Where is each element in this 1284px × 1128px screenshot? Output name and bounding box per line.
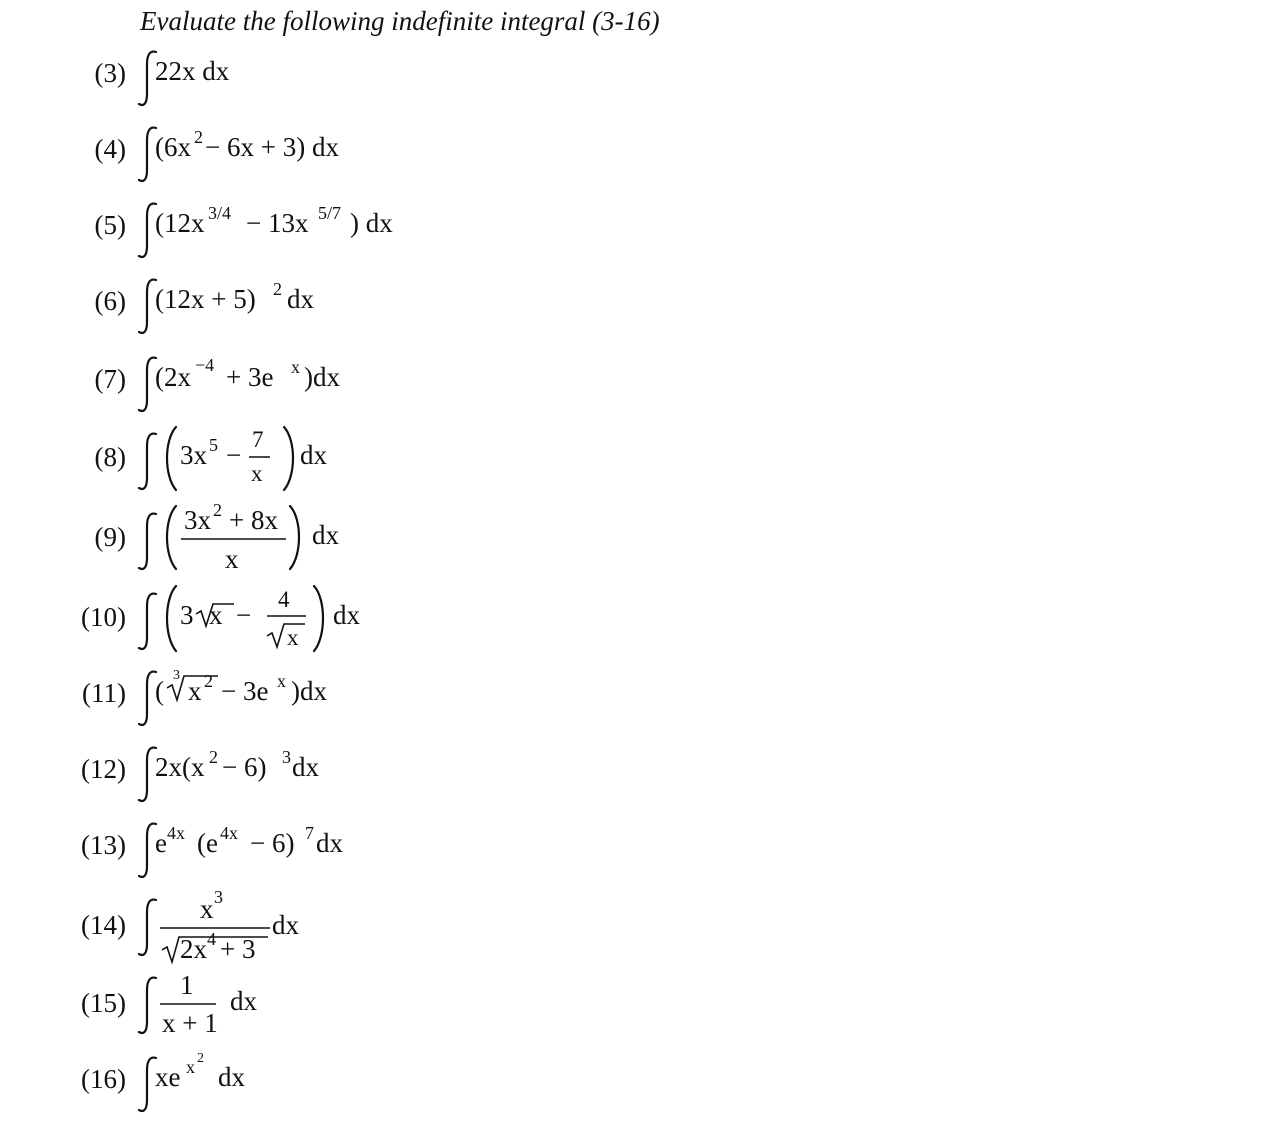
math-text: dx [333, 600, 360, 630]
denominator: 2x [180, 934, 207, 964]
denominator: x + 1 [162, 1008, 218, 1038]
problem-number: (11) [82, 678, 126, 708]
integral-sign [139, 672, 156, 725]
left-paren [167, 506, 176, 569]
math-text: e [155, 828, 167, 858]
math-text: (6x [155, 132, 191, 162]
exponent: 4x [220, 823, 238, 843]
exponent: 3/4 [208, 203, 232, 223]
math-text: − [226, 440, 242, 470]
root-index: 3 [173, 668, 180, 683]
math-text: − 6) [222, 752, 267, 782]
math-text: dx [316, 828, 343, 858]
problem-number: (5) [94, 210, 126, 240]
math-text: (e [197, 828, 218, 858]
problem-number: (13) [81, 830, 126, 860]
integral-sign [139, 280, 156, 333]
page-title: Evaluate the following indefinite integral (3-16) [140, 6, 660, 36]
numerator: 7 [252, 427, 264, 452]
math-text: dx [300, 440, 327, 470]
denominator: x [287, 625, 299, 650]
integral-sign [139, 514, 156, 569]
math-text: dx [230, 986, 257, 1016]
integral-sign [139, 204, 156, 257]
left-paren [167, 427, 176, 490]
math-text: (12x [155, 208, 205, 238]
exponent: 5/7 [318, 203, 342, 223]
exponent: 4 [207, 929, 216, 949]
problem-number: (15) [81, 988, 126, 1018]
math-text: (12x + 5) [155, 284, 256, 314]
numerator: 4 [278, 587, 290, 612]
integral-sign [139, 594, 156, 649]
exponent: 2 [209, 747, 218, 767]
exponent: 4x [167, 823, 185, 843]
integral-sign [139, 900, 156, 955]
exponent: 2 [213, 500, 222, 520]
math-text: )dx [304, 362, 340, 392]
denominator: x [251, 461, 263, 486]
math-text: dx [292, 752, 319, 782]
integral-sign [139, 978, 156, 1033]
radicand: x [188, 676, 202, 706]
exponent: x [277, 671, 286, 691]
numerator: + 8x [229, 505, 278, 535]
numerator: 1 [180, 970, 194, 1000]
problem-number: (12) [81, 754, 126, 784]
math-text: dx [287, 284, 314, 314]
exponent: x [186, 1057, 195, 1077]
math-text: )dx [291, 676, 327, 706]
exponent: 3 [282, 747, 291, 767]
denominator: x [225, 544, 239, 574]
integrand: 22x dx [155, 56, 230, 86]
radicand: x [209, 600, 223, 630]
integral-sign [139, 52, 156, 105]
math-text: − 6) [250, 828, 295, 858]
math-text: 3x [180, 440, 207, 470]
problem-number: (6) [94, 286, 126, 316]
integral-sign [139, 358, 156, 411]
exponent: 2 [204, 671, 213, 691]
integral-sign [139, 434, 156, 489]
integral-sign [139, 824, 156, 877]
right-paren [290, 506, 299, 569]
numerator: 3x [184, 505, 211, 535]
problem-number: (9) [94, 522, 126, 552]
exponent: 7 [305, 823, 314, 843]
math-text: ( [155, 676, 164, 706]
math-text: − 3e [221, 676, 269, 706]
math-text: xe [155, 1062, 181, 1092]
math-text: − 6x + 3) dx [205, 132, 339, 162]
problem-number: (10) [81, 602, 126, 632]
problem-number: (14) [81, 910, 126, 940]
exponent: 2 [194, 127, 203, 147]
exponent: 2 [197, 1051, 204, 1066]
exponent: 3 [214, 887, 223, 907]
problem-number: (8) [94, 442, 126, 472]
right-paren [284, 427, 293, 490]
exponent: 2 [273, 279, 282, 299]
math-text: dx [312, 520, 339, 550]
math-text: ) dx [350, 208, 393, 238]
integral-sign [139, 1058, 156, 1111]
math-text: − 13x [246, 208, 309, 238]
exponent: 5 [209, 435, 218, 455]
math-text: dx [272, 910, 299, 940]
denominator: + 3 [220, 934, 256, 964]
math-text: (2x [155, 362, 191, 392]
exponent: −4 [195, 355, 215, 375]
numerator: x [200, 894, 214, 924]
integral-sign [139, 128, 156, 181]
problem-number: (16) [81, 1064, 126, 1094]
problem-number: (3) [94, 58, 126, 88]
integral-sign [139, 748, 156, 801]
math-text: + 3e [226, 362, 274, 392]
exponent: x [291, 357, 300, 377]
math-text: 3 [180, 600, 194, 630]
problem-number: (7) [94, 364, 126, 394]
math-text: dx [218, 1062, 245, 1092]
math-text: − [236, 600, 252, 630]
right-paren [314, 586, 323, 651]
problem-number: (4) [94, 134, 126, 164]
left-paren [167, 586, 176, 651]
math-text: 2x(x [155, 752, 205, 782]
